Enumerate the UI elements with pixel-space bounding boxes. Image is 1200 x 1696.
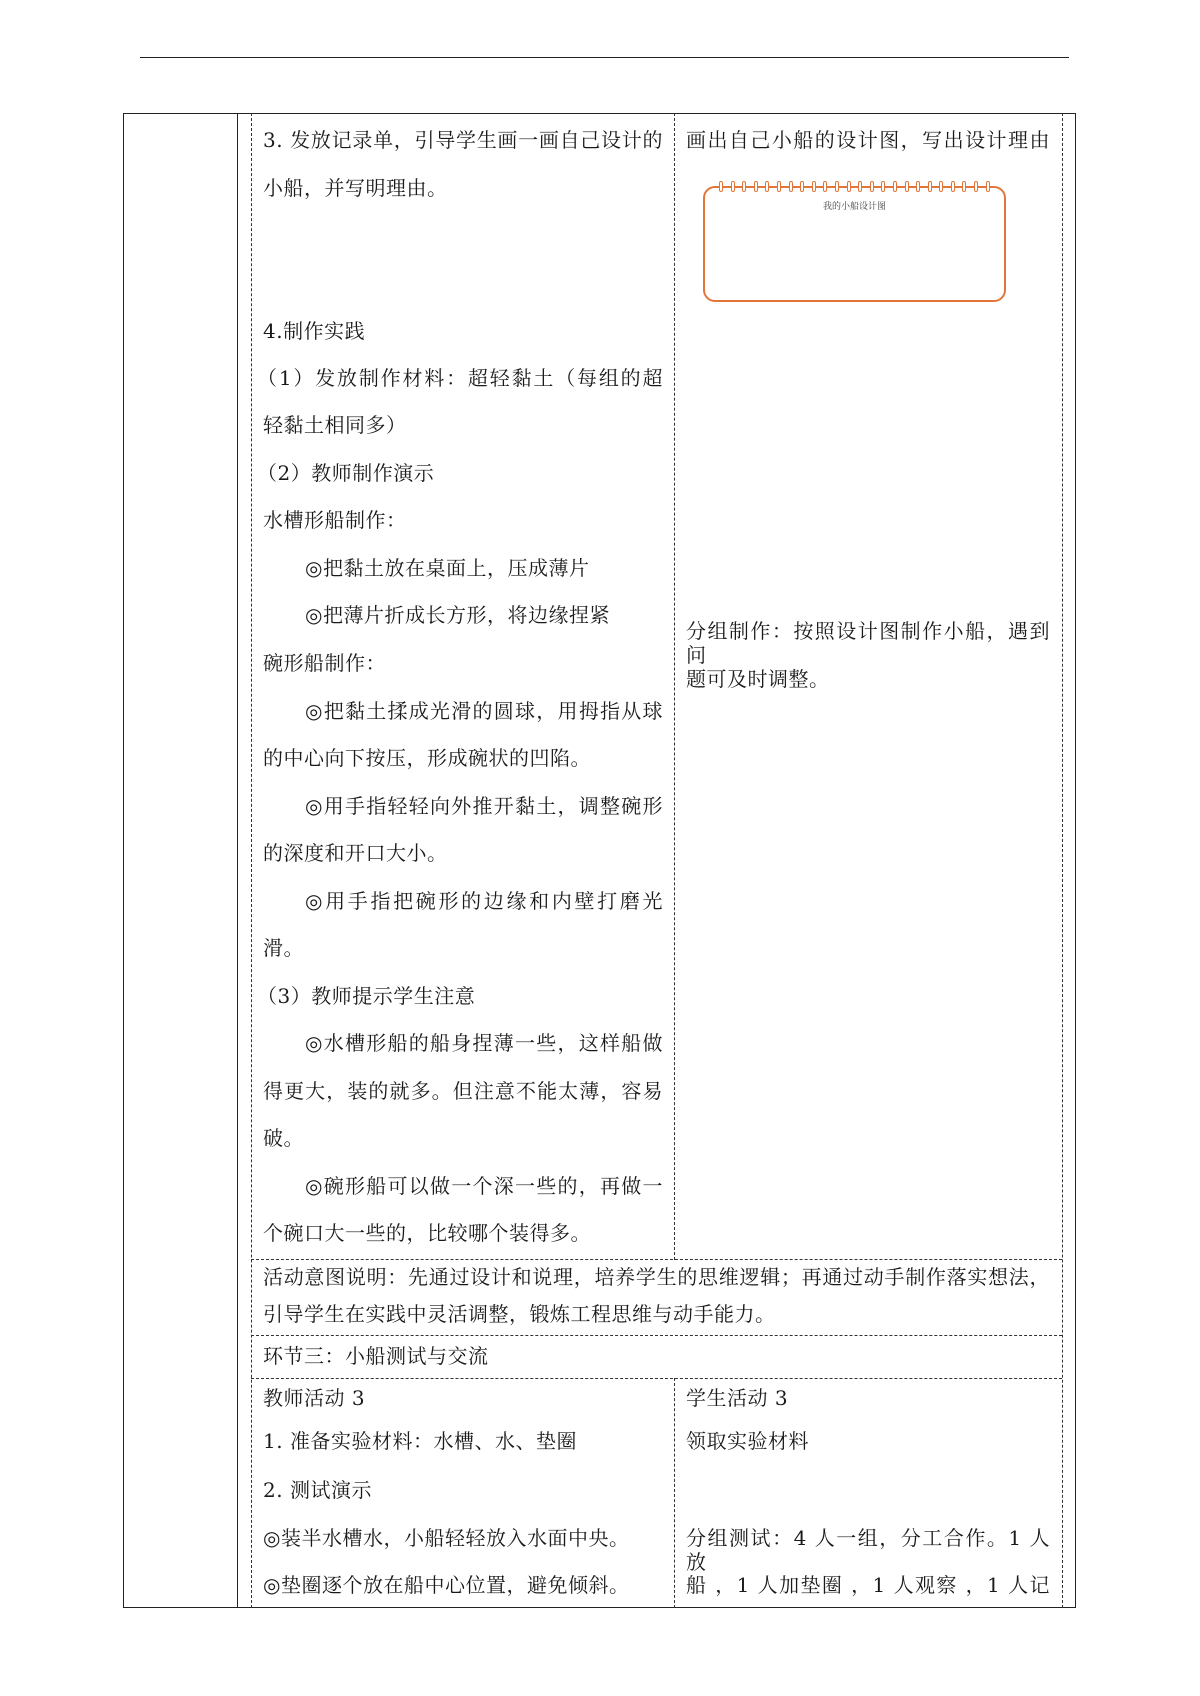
step3-line1: 3. 发放记录单，引导学生画一画自己设计的	[263, 128, 663, 152]
notebook-rings	[719, 181, 990, 193]
activity-header-border	[251, 1378, 1062, 1379]
trough-step-1: ◎把黏土放在桌面上，压成薄片	[305, 556, 590, 580]
teacher-activity3-item1: 1. 准备实验材料：水槽、水、垫圈	[263, 1429, 577, 1453]
teacher-demo-line2: ◎垫圈逐个放在船中心位置，避免倾斜。	[263, 1573, 630, 1597]
materials-line2: 轻黏土相同多）	[263, 413, 407, 437]
trough-boat-title: 水槽形船制作：	[263, 508, 407, 532]
activity-column-divider-top	[674, 113, 675, 1260]
inner-table-right-border	[1062, 113, 1063, 1608]
bowl-step1-line1: ◎把黏土揉成光滑的圆球，用拇指从球	[305, 699, 663, 723]
group-make-line1: 分组制作：按照设计图制作小船，遇到问	[686, 619, 1050, 667]
intent-line2: 引导学生在实践中灵活调整，锻炼工程思维与动手能力。	[263, 1302, 776, 1326]
design-card-title: 我的小船设计图	[822, 202, 886, 212]
teacher-demo-line1: ◎装半水槽水，小船轻轻放入水面中央。	[263, 1526, 630, 1550]
step3-line2: 小船，并写明理由。	[263, 176, 448, 200]
design-card	[703, 186, 1006, 302]
trough-step-2: ◎把薄片折成长方形，将边缘捏紧	[305, 603, 610, 627]
bowl-step3-line1: ◎用手指把碗形的边缘和内壁打磨光	[305, 889, 663, 913]
note2-line2: 个碗口大一些的，比较哪个装得多。	[263, 1221, 591, 1245]
notes-title: （3）教师提示学生注意	[257, 984, 476, 1008]
materials-line1: （1）发放制作材料：超轻黏土（每组的超	[257, 366, 663, 390]
section3-title: 环节三：小船测试与交流	[263, 1344, 489, 1368]
group-make-line2: 题可及时调整。	[686, 667, 830, 691]
bowl-step2-line1: ◎用手指轻轻向外推开黏土，调整碗形	[305, 794, 663, 818]
bowl-step3-line2: 滑。	[263, 936, 304, 960]
design-instruction: 画出自己小船的设计图，写出设计理由	[686, 128, 1050, 152]
teacher-activity3-item2: 2. 测试演示	[263, 1478, 372, 1502]
step4-title: 4.制作实践	[263, 319, 366, 343]
activity-column-divider-bottom	[674, 1378, 675, 1608]
note1-line3: 破。	[263, 1126, 304, 1150]
intent-row-border	[251, 1259, 1062, 1260]
intent-line1: 活动意图说明：先通过设计和说理，培养学生的思维逻辑；再通过动手制作落实想法，	[263, 1265, 1050, 1289]
bowl-step2-line2: 的深度和开口大小。	[263, 841, 448, 865]
table-column-divider	[237, 113, 238, 1608]
note2-line1: ◎碗形船可以做一个深一些的，再做一	[305, 1174, 663, 1198]
inner-table-left-border	[251, 113, 252, 1608]
section-row-border	[251, 1335, 1062, 1336]
header-rule	[140, 57, 1069, 58]
teacher-activity3-header: 教师活动 3	[263, 1386, 366, 1410]
student-activity3-header: 学生活动 3	[686, 1386, 789, 1410]
student-activity3-item1: 领取实验材料	[686, 1429, 809, 1453]
note1-line1: ◎水槽形船的船身捏薄一些，这样船做	[305, 1031, 663, 1055]
group-test-line2: 船 ，1 人加垫圈 ，1 人观察 ，1 人记	[686, 1573, 1050, 1597]
bowl-boat-title: 碗形船制作：	[263, 651, 386, 675]
group-test-line1: 分组测试：4 人一组，分工合作。1 人放	[686, 1526, 1050, 1574]
note1-line2: 得更大，装的就多。但注意不能太薄，容易	[263, 1079, 663, 1103]
bowl-step1-line2: 的中心向下按压，形成碗状的凹陷。	[263, 746, 591, 770]
demo-title: （2）教师制作演示	[257, 461, 435, 485]
